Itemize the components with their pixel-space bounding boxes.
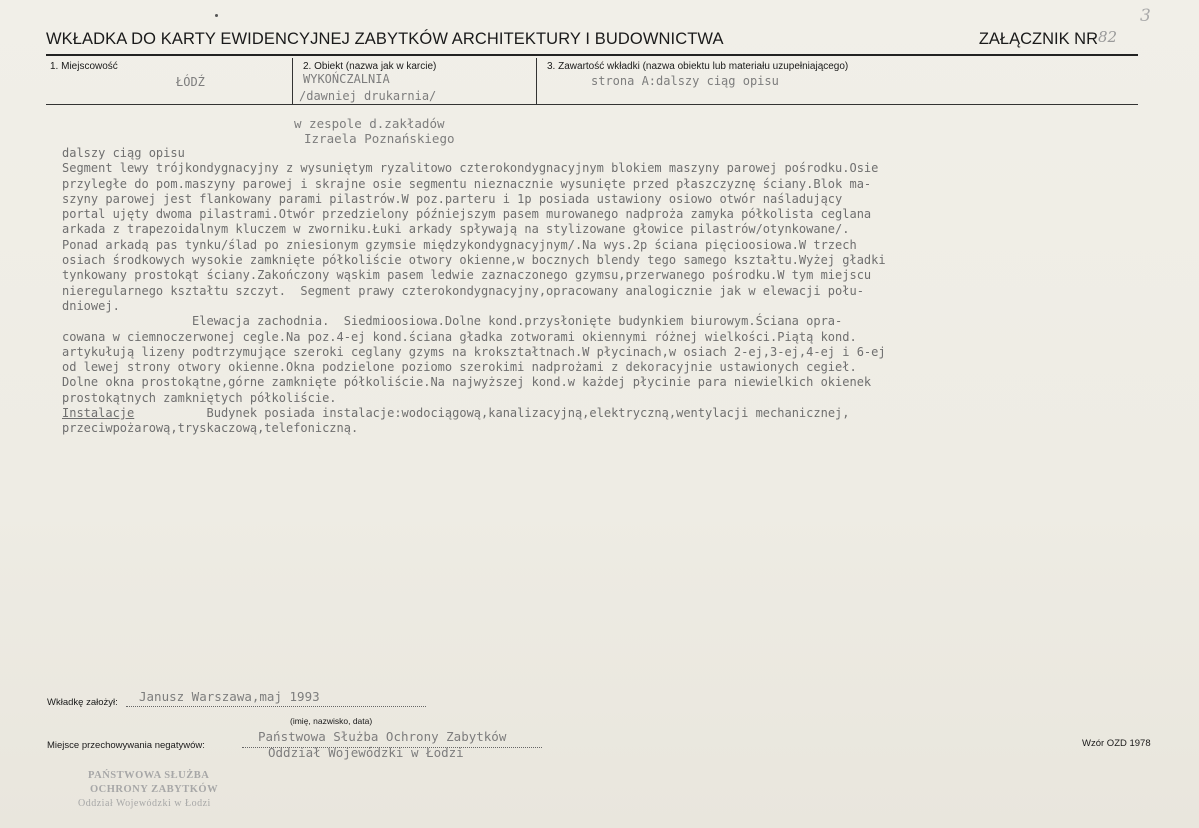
- object-field: [292, 58, 537, 104]
- text-line: arkada z trapezoidalnym kluczem w zworniku.Łuki arkady spływają na stylizowane głowice pilastrów/otynkowane/.: [62, 222, 850, 237]
- stamp-line3: Oddział Wojewódzki w Łodzi: [78, 798, 211, 809]
- annex-number: 82: [1098, 28, 1118, 46]
- negatives-storage-line: [242, 747, 542, 748]
- text-line: osiach środkowych wysokie zamknięte półkoliście otwory okienne,w bocznych blendy tego samego kształtu.Wyżej gładki: [62, 253, 886, 268]
- text-line: tynkowany prostokąt ściany.Zakończony wąskim pasem ledwie zaznaczonego gzymsu,przerwanego pośrodku.W tym miejscu: [62, 268, 872, 283]
- stamp-line1: PAŃSTWOWA SŁUŻBA: [88, 770, 210, 781]
- description-text: [62, 146, 1152, 437]
- locality-field: [46, 58, 292, 104]
- text-line: szyny parowej jest flankowany parami pilastrów.W poz.parteru i 1p posiada ustawiony osiowo otwór naśladujący: [62, 191, 843, 206]
- paper-speck: [215, 14, 218, 17]
- content-label: 3. Zawartość wkładki (nazwa obiektu lub materiału uzupełniającego): [547, 61, 849, 72]
- card-header: [46, 30, 1138, 56]
- fields-row: [46, 58, 1138, 105]
- installation-line: [62, 406, 1152, 421]
- page-number: 3: [1140, 6, 1151, 26]
- text-line: portal ujęty dwoma pilastrami.Otwór przedzielony późniejszym pasem murowanego nadproża zamyka półkolista ceglana: [62, 207, 872, 222]
- text-line: od lewej strony otwory okienne.Okna podzielone poziomo szerokimi nadprożami z dekoracyjnie ustawionych cegieł.: [62, 360, 857, 375]
- negatives-storage-value-1: Państwowa Służba Ochrony Zabytków: [258, 729, 507, 744]
- content-field: [536, 58, 1139, 104]
- prepared-by-caption: (imię, nazwisko, data): [290, 716, 373, 726]
- prepared-by-label: Wkładkę założył:: [47, 697, 118, 708]
- installation-line-2: przeciwpożarową,tryskaczową,telefoniczną.: [62, 421, 359, 436]
- object-label: 2. Obiekt (nazwa jak w karcie): [303, 61, 437, 72]
- form-model: Wzór OZD 1978: [1082, 738, 1151, 749]
- text-line: dalszy ciąg opisu: [62, 146, 185, 160]
- subtitle-line1: w zespole d.zakładów: [294, 116, 445, 131]
- text-line: Ponad arkadą pas tynku/ślad po zniesionym gzymsie międzykondygnacyjnym/.Na wys.2p ściana pięcioosiowa.W trzech: [62, 237, 857, 252]
- text-line: dniowej.: [62, 298, 120, 313]
- text-line: artykułują lizeny podtrzymujące szeroki ceglany gzyms na krokształtnach.W płycinach,w osiach 2-ej,3-ej,4-ej i 6-ej: [62, 344, 886, 359]
- institution-stamp: [78, 768, 276, 828]
- prepared-by-line: [126, 706, 426, 707]
- subtitle-line2: Izraela Poznańskiego: [304, 131, 455, 146]
- annex-label: ZAŁĄCZNIK NR: [978, 30, 1098, 48]
- stamp-line2: OCHRONY ZABYTKÓW: [90, 784, 219, 795]
- negatives-storage-label: Miejsce przechowywania negatywów:: [47, 740, 205, 751]
- text-line: nieregularnego kształtu szczyt. Segment prawy czterokondygnacyjny,opracowany analogicznie jak w elewacji połu-: [62, 283, 864, 298]
- prepared-by-value: Janusz Warszawa,maj 1993: [139, 689, 320, 704]
- text-line: Segment lewy trójkondygnacyjny z wysuniętym ryzalitowo czterokondygnacyjnym blokiem maszyny parowej pośrodku.Osie: [62, 161, 879, 176]
- text-line: cowana w ciemnoczerwonej cegle.Na poz.4-ej kond.ściana gładka zotworami okiennymi różnej wielkości.Piątą kond.: [62, 329, 857, 344]
- installation-heading: Instalacje: [62, 406, 135, 421]
- locality-value: ŁÓDŹ: [176, 75, 205, 89]
- text-line: przyległe do pom.maszyny parowej i skrajne osie segmentu nieznacznie wysunięte przed płaszczyznę ściany.Blok ma-: [62, 176, 872, 191]
- text-line: prostokątnych zamkniętych półkoliście.: [62, 390, 337, 405]
- locality-label: 1. Miejscowość: [50, 61, 118, 72]
- installation-text: Budynek posiada instalacje:wodociągową,kanalizacyjną,elektryczną,wentylacji mechanicznej,: [134, 406, 850, 421]
- object-value-line2: /dawniej drukarnia/: [299, 89, 437, 103]
- negatives-storage-value-2: Oddział Wojewódzki w Łodzi: [268, 745, 464, 760]
- text-line: Dolne okna prostokątne,górne zamknięte półkoliście.Na najwyższej kond.w każdej płycinie para niewielkich okienek: [62, 375, 872, 390]
- content-value: strona A:dalszy ciąg opisu: [591, 74, 779, 88]
- card-title: WKŁADKA DO KARTY EWIDENCYJNEJ ZABYTKÓW ARCHITEKTURY I BUDOWNICTWA: [46, 30, 724, 48]
- object-value-line1: WYKOŃCZALNIA: [303, 72, 390, 86]
- text-line: Elewacja zachodnia. Siedmioosiowa.Dolne kond.przysłonięte budynkiem biurowym.Ściana opra-: [62, 314, 843, 329]
